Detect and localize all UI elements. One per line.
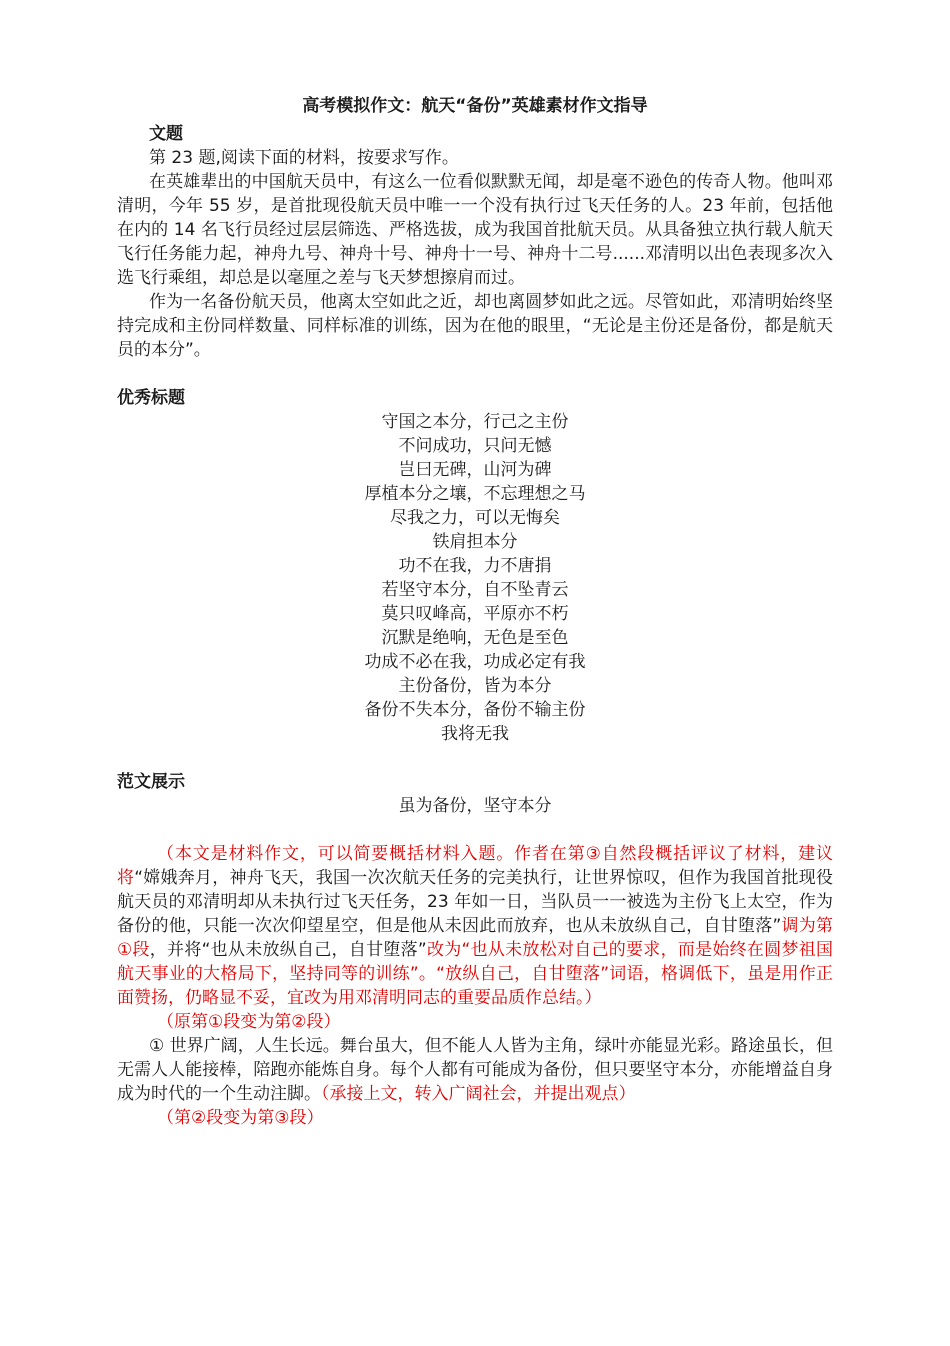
prompt-heading: 文题 [149, 124, 183, 144]
headline-item: 功成不必在我，功成必定有我 [364, 652, 586, 672]
headline-item: 莫只叹峰高，平原亦不朽 [381, 604, 569, 624]
headline-item: 我将无我 [441, 724, 509, 744]
essay-paragraph-1 [117, 1034, 833, 1106]
headline-item: 备份不失本分，备份不输主份 [364, 700, 586, 720]
prompt-line: 第 23 题,阅读下面的材料，按要求写作。 [149, 148, 459, 168]
headline-item: 不问成功，只问无憾 [398, 436, 552, 456]
paragraph-note: （第②段变为第③段） [157, 1108, 324, 1128]
essay-title: 虽为备份，坚守本分 [398, 796, 552, 816]
headline-list [117, 410, 833, 746]
essay-heading: 范文展示 [117, 772, 185, 792]
headline-item: 功不在我，力不唐捐 [398, 556, 552, 576]
headline-item: 守国之本分，行己之主份 [381, 412, 569, 432]
headline-item: 铁肩担本分 [432, 532, 518, 552]
headline-item: 尽我之力，可以无悔矣 [390, 508, 560, 528]
comment-text: ，并将 [149, 940, 202, 960]
headline-item: 岂曰无碑，山河为碑 [398, 460, 552, 480]
comment-text: 调为第①段 [117, 916, 833, 960]
editor-comment [117, 842, 833, 1010]
quoted-original: “也从未放纵自己，自甘堕落” [201, 940, 427, 960]
titles-heading: 优秀标题 [117, 388, 185, 408]
headline-item: 主份备份，皆为本分 [398, 676, 552, 696]
essay-text: ① 世界广阔，人生长远。舞台虽大，但不能人人皆为主角，绿叶亦能显光彩。路途虽长，但无需人人能接棒，陪跑亦能炼自身。每个人都有可能成为备份，但只要坚守本分，亦能增益自身成为时代的一个生动注脚。 [117, 1036, 833, 1104]
paragraph-comment: （承接上文，转入广阔社会，并提出观点） [321, 1084, 636, 1104]
document-page [117, 92, 833, 1130]
prompt-paragraph-2: 作为一名备份航天员，他离太空如此之近，却也离圆梦如此之远。尽管如此，邓清明始终坚持完成和主份同样数量、同样标准的训练，因为在他的眼里，“无论是主份还是备份，都是航天员的本分”。 [117, 292, 833, 360]
paragraph-note: （原第①段变为第②段） [157, 1012, 341, 1032]
headline-item: 若坚守本分，自不坠青云 [381, 580, 569, 600]
comment-text: 改为“也从未放松对自己的要求，而是始终在圆梦祖国航天事业的大格局下，坚持同等的训练”。“放纵自己，自甘堕落”词语，格调低下，虽是用作正面赞扬，仍略显不妥，宜改为用邓清明同志的重要品质作总结。） [117, 940, 833, 1008]
headline-item: 沉默是绝响，无色是至色 [381, 628, 569, 648]
headline-item: 厚植本分之壤，不忘理想之马 [364, 484, 586, 504]
prompt-paragraph-1: 在英雄辈出的中国航天员中，有这么一位看似默默无闻，却是毫不逊色的传奇人物。他叫邓清明，今年 55 岁，是首批现役航天员中唯一一个没有执行过飞天任务的人。23 年前，包括他在内的 14 名飞行员经过层层筛选、严格选拔，成为我国首批航天员。从具备独立执行载人航天飞行任务能力起，神舟九号、神舟十号、神舟十一号、神舟十二号......邓清明以出色表现多次入选飞行乘组，却总是以毫厘之差与飞天梦想擦肩而过。 [117, 172, 833, 288]
comment-text: （本文是材料作文，可以简要概括材料入题。作者在第③自然段概括评议了材料，建议将 [117, 844, 833, 888]
document-title: 高考模拟作文：航天“备份”英雄素材作文指导 [302, 96, 648, 116]
quoted-original: “嫦娥奔月，神舟飞天，我国一次次航天任务的完美执行，让世界惊叹，但作为我国首批现役航天员的邓清明却从未执行过飞天任务，23 年如一日，当队员一一被选为主份飞上太空，作为备份的他，只能一次次仰望星空，但是他从未因此而放弃，也从未放纵自己，自甘堕落” [117, 868, 833, 936]
